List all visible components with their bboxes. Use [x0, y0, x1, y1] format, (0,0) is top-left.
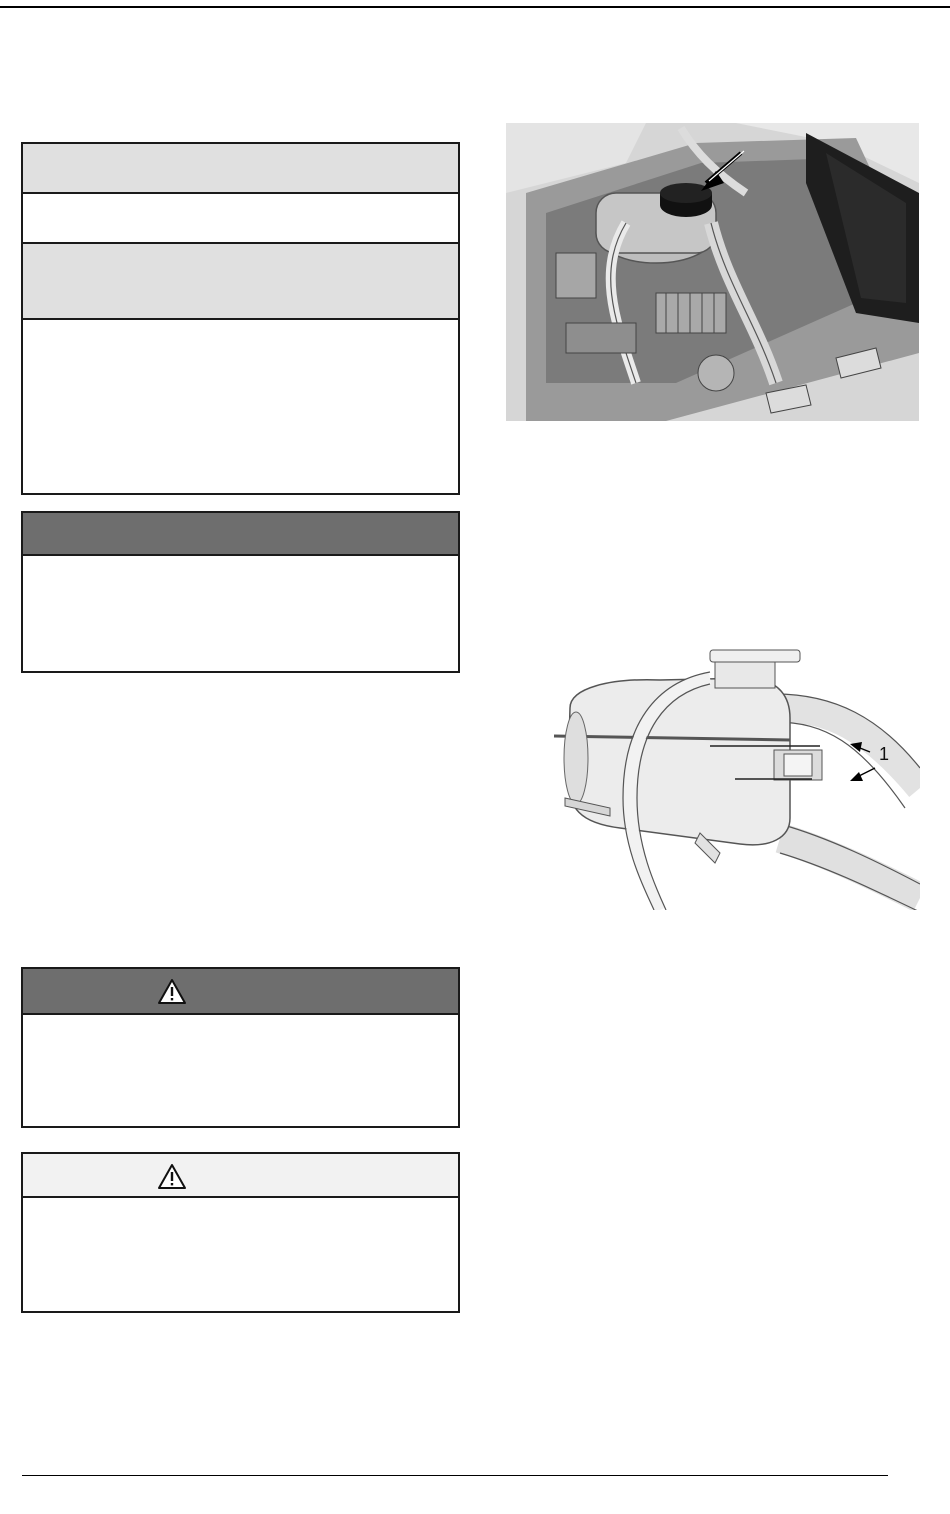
- notice-box: [21, 142, 460, 495]
- caution-box: [21, 1152, 460, 1313]
- warning-triangle-icon: [157, 978, 187, 1005]
- caution-triangle-icon: [157, 1163, 187, 1190]
- danger-box: [21, 511, 460, 673]
- notice-subheader: [23, 244, 458, 320]
- callout-label-1: 1: [879, 744, 890, 764]
- caution-header: [23, 1154, 458, 1198]
- notice-body: [23, 320, 458, 491]
- notice-header: [23, 144, 458, 194]
- notice-row: [23, 194, 458, 244]
- danger-header: [23, 513, 458, 556]
- warning-box: [21, 967, 460, 1128]
- warning-header: [23, 969, 458, 1015]
- footer-rule: [22, 1475, 888, 1476]
- radiator-cap-figure: [506, 123, 919, 421]
- header-rule: [0, 6, 950, 8]
- coolant-tank-figure: [550, 648, 920, 910]
